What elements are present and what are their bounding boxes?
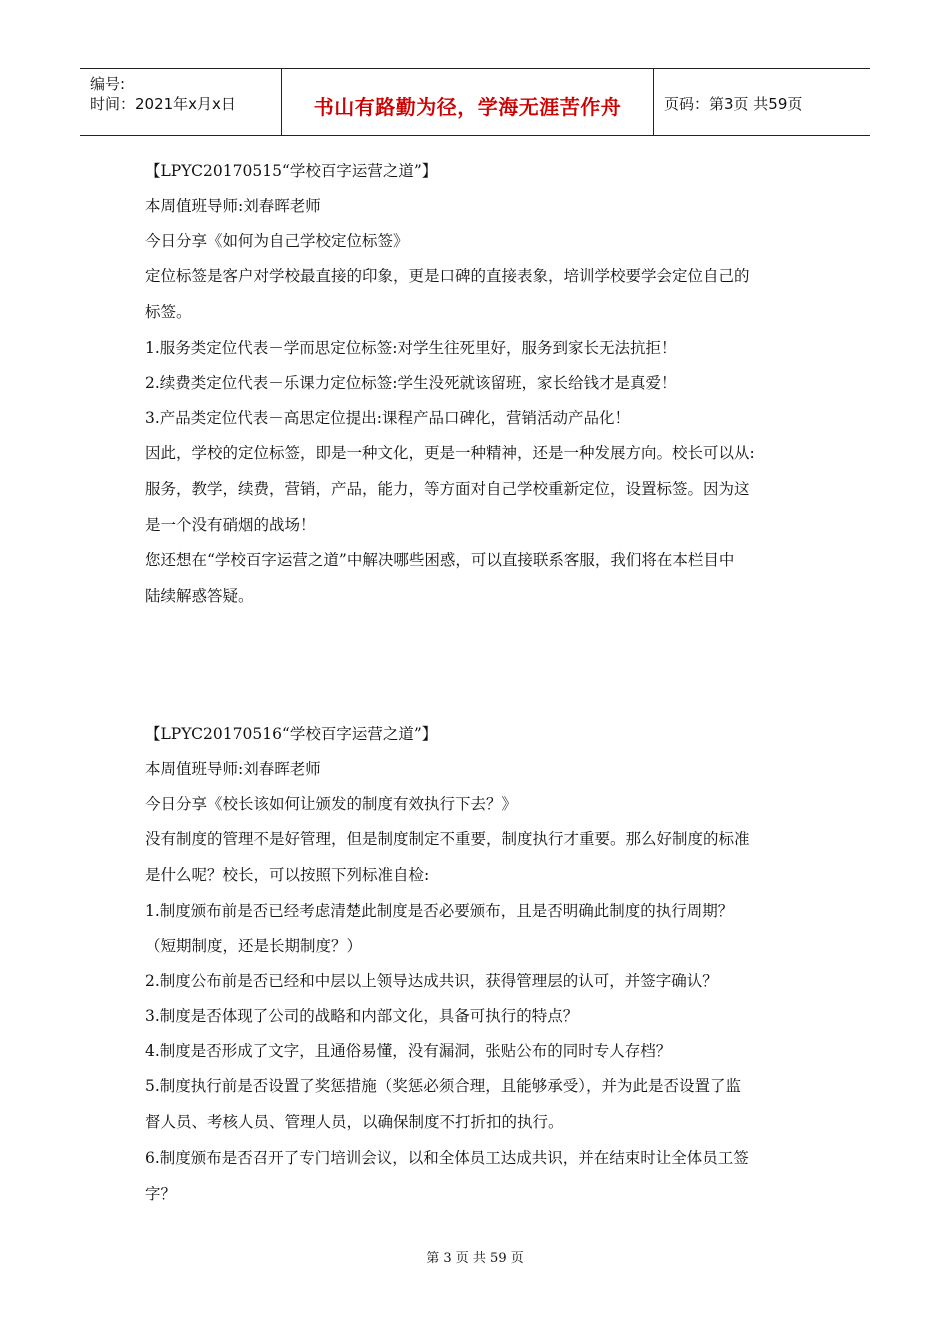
section1-line: 服务，教学，续费，营销，产品，能力，等方面对自己学校重新定位，设置标签。因为这: [145, 480, 750, 498]
section2-line: 字？: [145, 1185, 177, 1203]
section2-line: 没有制度的管理不是好管理，但是制度制定不重要，制度执行才重要。那么好制度的标准: [145, 830, 750, 848]
time-label: 时间：2021年x月x日: [90, 95, 236, 113]
section2-line: 1.制度颁布前是否已经考虑清楚此制度是否必要颁布，且是否明确此制度的执行周期？: [145, 902, 734, 920]
section2-line: 6.制度颁布是否召开了专门培训会议，以和全体员工达成共识，并在结束时让全体员工签: [145, 1149, 749, 1167]
section1-line: 陆续解惑答疑。: [145, 587, 254, 605]
header-left-cell: [80, 69, 282, 135]
section2-line: 5.制度执行前是否设置了奖惩措施（奖惩必须合理，且能够承受），并为此是否设置了监: [145, 1077, 742, 1095]
page-footer: 第 3 页 共 59 页: [426, 1251, 524, 1266]
section1-line: 标签。: [145, 303, 192, 321]
section1-topic: 今日分享《如何为自己学校定位标签》: [145, 232, 409, 250]
section2-line: 4.制度是否形成了文字，且通俗易懂，没有漏洞，张贴公布的同时专人存档？: [145, 1042, 672, 1060]
section1-line: 是一个没有硝烟的战场！: [145, 516, 316, 534]
section1-line: 因此，学校的定位标签，即是一种文化，更是一种精神，还是一种发展方向。校长可以从:: [145, 444, 755, 462]
number-label: 编号:: [90, 75, 126, 93]
section1-line: 2.续费类定位代表－乐课力定位标签:学生没死就该留班，家长给钱才是真爱！: [145, 374, 677, 392]
section2-title: 【LPYC20170516“学校百字运营之道”】: [145, 725, 438, 743]
header-motto: 书山有路勤为径，学海无涯苦作舟: [313, 95, 622, 119]
section2-line: 3.制度是否体现了公司的战略和内部文化，具备可执行的特点？: [145, 1007, 579, 1025]
section1-line: 1.服务类定位代表－学而思定位标签:对学生往死里好，服务到家长无法抗拒！: [145, 339, 677, 357]
section2-topic: 今日分享《校长该如何让颁发的制度有效执行下去？》: [145, 795, 518, 813]
header-right-cell: [654, 69, 870, 135]
header-page-info: 页码：第3页 共59页: [664, 95, 803, 113]
section1-line: 您还想在“学校百字运营之道”中解决哪些困惑，可以直接联系客服，我们将在本栏目中: [145, 551, 735, 569]
section2-line: 2.制度公布前是否已经和中层以上领导达成共识，获得管理层的认可，并签字确认？: [145, 972, 718, 990]
document-header: [80, 68, 870, 136]
section1-title: 【LPYC20170515“学校百字运营之道”】: [145, 162, 438, 180]
section1-line: 定位标签是客户对学校最直接的印象，更是口碑的直接表象，培训学校要学会定位自己的: [145, 267, 750, 285]
section2-line: 是什么呢？校长，可以按照下列标准自检:: [145, 866, 430, 884]
section1-line: 3.产品类定位代表－高思定位提出:课程产品口碑化，营销活动产品化！: [145, 409, 631, 427]
section2-line: 督人员、考核人员、管理人员，以确保制度不打折扣的执行。: [145, 1113, 564, 1131]
section2-mentor: 本周值班导师:刘春晖老师: [145, 760, 321, 778]
section1-mentor: 本周值班导师:刘春晖老师: [145, 197, 321, 215]
section2-line: （短期制度，还是长期制度？）: [145, 937, 363, 955]
header-middle-cell: [282, 69, 654, 135]
